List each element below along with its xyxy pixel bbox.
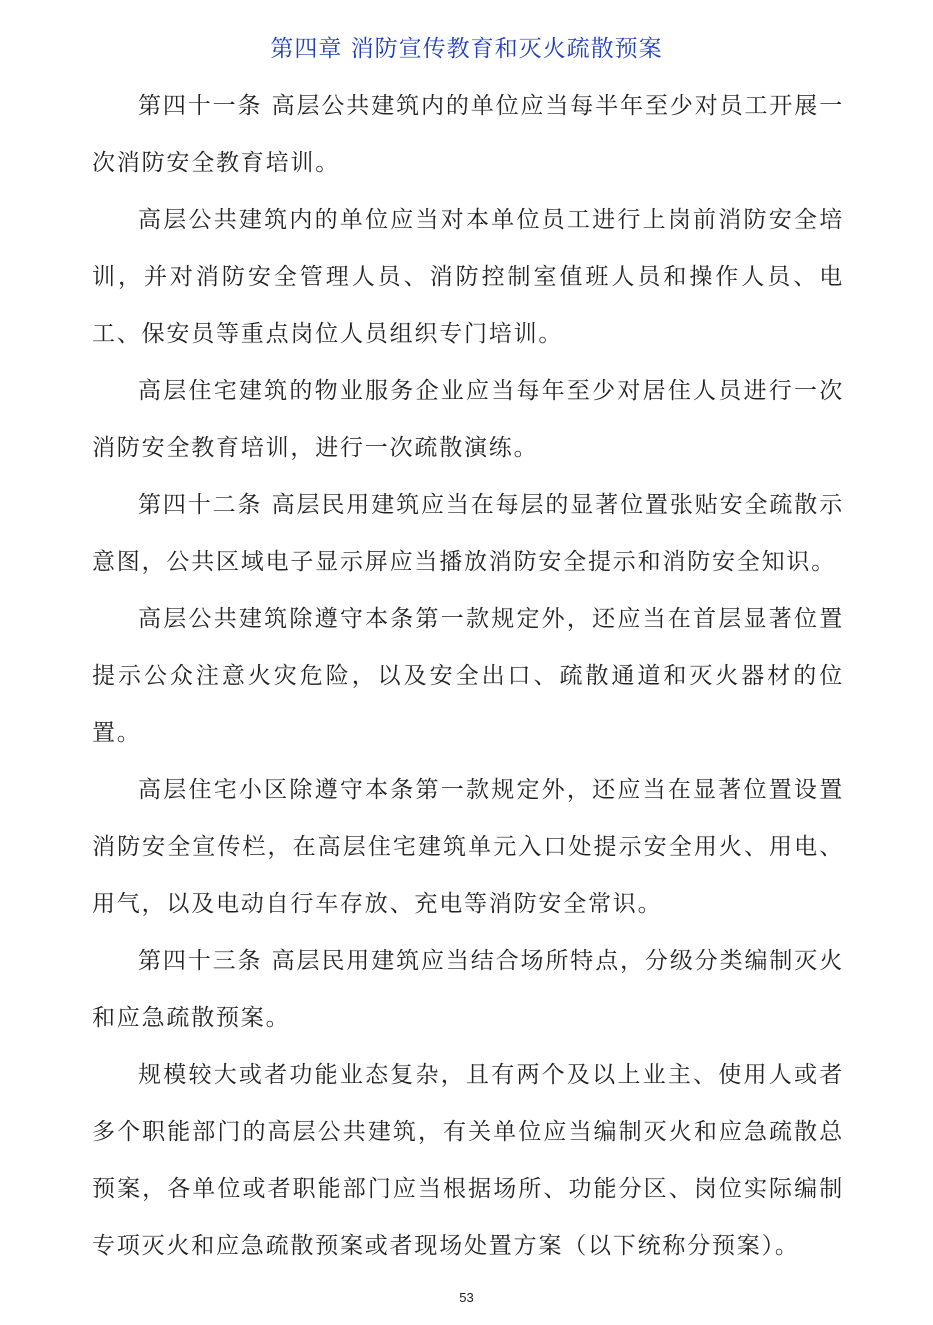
paragraph-article-43-part-2: 规模较大或者功能业态复杂，且有两个及以上业主、使用人或者多个职能部门的高层公共建筑，有关单位应当编制灭火和应急疏散总预案，各单位或者职能部门应当根据场所、功能分区、岗位实际编制专项灭火和应急疏散预案或者现场处置方案（以下统称分预案）。 [92, 1062, 844, 1259]
page-number: 53 [459, 1290, 474, 1305]
paragraph-article-42: 第四十二条 高层民用建筑应当在每层的显著位置张贴安全疏散示意图，公共区域电子显示屏应当播放消防安全提示和消防安全知识。 [92, 492, 844, 575]
chapter-title: 第四章 消防宣传教育和灭火疏散预案 [270, 36, 663, 62]
body-text [92, 78, 844, 1275]
paragraph-article-41-part-3: 高层住宅建筑的物业服务企业应当每年至少对居住人员进行一次消防安全教育培训，进行一次疏散演练。 [92, 378, 844, 461]
paragraph-article-43: 第四十三条 高层民用建筑应当结合场所特点，分级分类编制灭火和应急疏散预案。 [92, 948, 844, 1031]
paragraph-article-41-part-2: 高层公共建筑内的单位应当对本单位员工进行上岗前消防安全培训，并对消防安全管理人员、消防控制室值班人员和操作人员、电工、保安员等重点岗位人员组织专门培训。 [92, 207, 844, 347]
paragraph-article-42-part-3: 高层住宅小区除遵守本条第一款规定外，还应当在显著位置设置消防安全宣传栏，在高层住宅建筑单元入口处提示安全用火、用电、用气，以及电动自行车存放、充电等消防安全常识。 [92, 777, 844, 917]
paragraph-article-42-part-2: 高层公共建筑除遵守本条第一款规定外，还应当在首层显著位置提示公众注意火灾危险，以及安全出口、疏散通道和灭火器材的位置。 [92, 606, 844, 746]
paragraph-article-41: 第四十一条 高层公共建筑内的单位应当每半年至少对员工开展一次消防安全教育培训。 [92, 93, 844, 176]
